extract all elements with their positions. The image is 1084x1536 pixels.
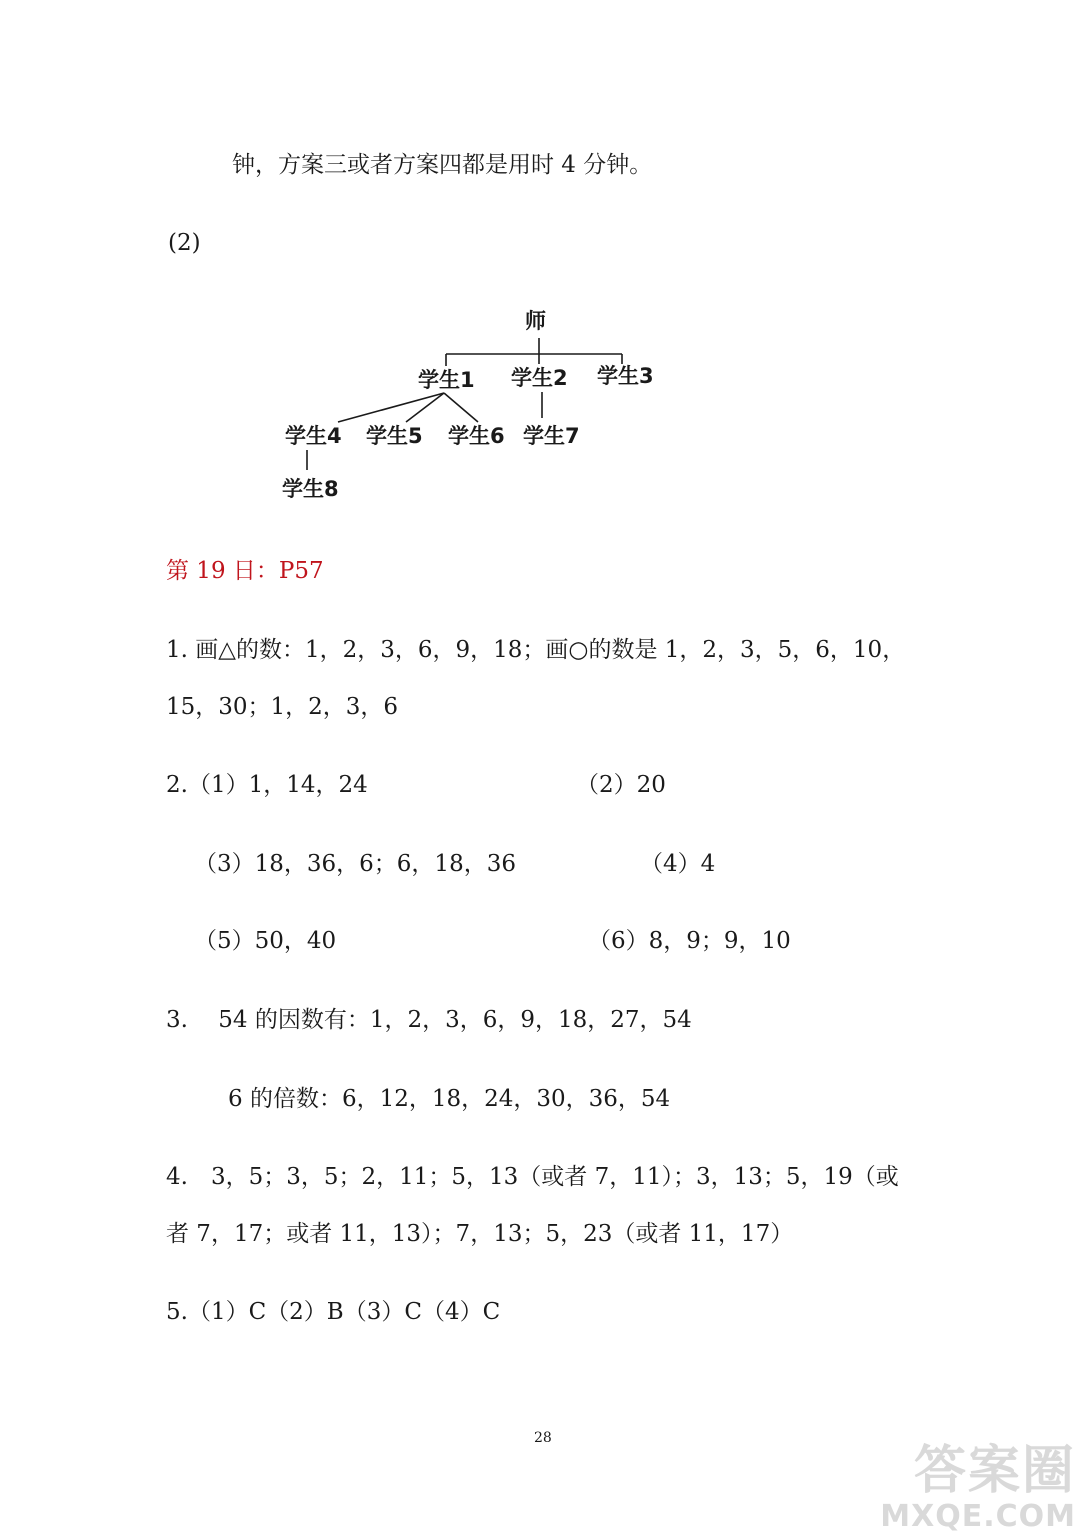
question-5: 5.（1）C（2）B（3）C（4）C [166,1299,501,1325]
tree-node-student-8: 学生8 [282,477,339,501]
question-2-part-2: （2）20 [576,772,666,798]
question-2-part-5: （5）50，40 [194,928,337,954]
tree-node-student-6: 学生6 [448,424,505,448]
tree-node-student-4: 学生4 [285,424,342,448]
question-1-line-2: 15，30；1，2，3，6 [166,694,399,720]
page-number: 28 [534,1430,552,1446]
tree-node-student-3: 学生3 [597,364,654,388]
tree-node-student-2: 学生2 [511,366,568,390]
question-4-line-1: 4. 3，5；3，5；2，11；5，13（或者 7，11）；3，13；5，19（或 [166,1164,899,1190]
question-2-part-6: （6）8，9；9，10 [588,928,791,954]
question-3-line-1: 3. 54 的因数有：1，2，3，6，9，18，27，54 [166,1007,692,1033]
tree-node-student-1: 学生1 [418,368,475,392]
tree-node-student-5: 学生5 [366,424,423,448]
question-2-part-1: 2.（1）1，14，24 [166,772,368,798]
tree-node-student-7: 学生7 [523,424,580,448]
site-watermark [880,1428,1076,1534]
watermark-logo-text: 答案圈 [913,1441,1076,1501]
watermark-site-text: MXQE.COM [880,1499,1076,1534]
day-19-heading: 第 19 日：P57 [166,558,324,584]
question-3-line-2: 6 的倍数：6，12，18，24，30，36，54 [228,1086,671,1112]
question-1-line-1: 1. 画△的数：1，2，3，6，9，18；画○的数是 1，2，3，5，6，10， [166,637,906,663]
part-2-label: (2) [168,230,201,256]
question-4-line-2: 者 7，17；或者 11，13）；7，13；5，23（或者 11，17） [166,1221,794,1247]
edge-1-6 [444,393,478,422]
edge-1-4 [338,393,444,422]
question-2-part-3: （3）18，36，6；6，18，36 [194,851,516,877]
tree-node-teacher: 师 [525,309,546,333]
question-2-part-4: （4）4 [640,851,716,877]
edge-1-5 [406,393,444,422]
previous-answer-line: 钟，方案三或者方案四都是用时 4 分钟。 [232,152,653,178]
